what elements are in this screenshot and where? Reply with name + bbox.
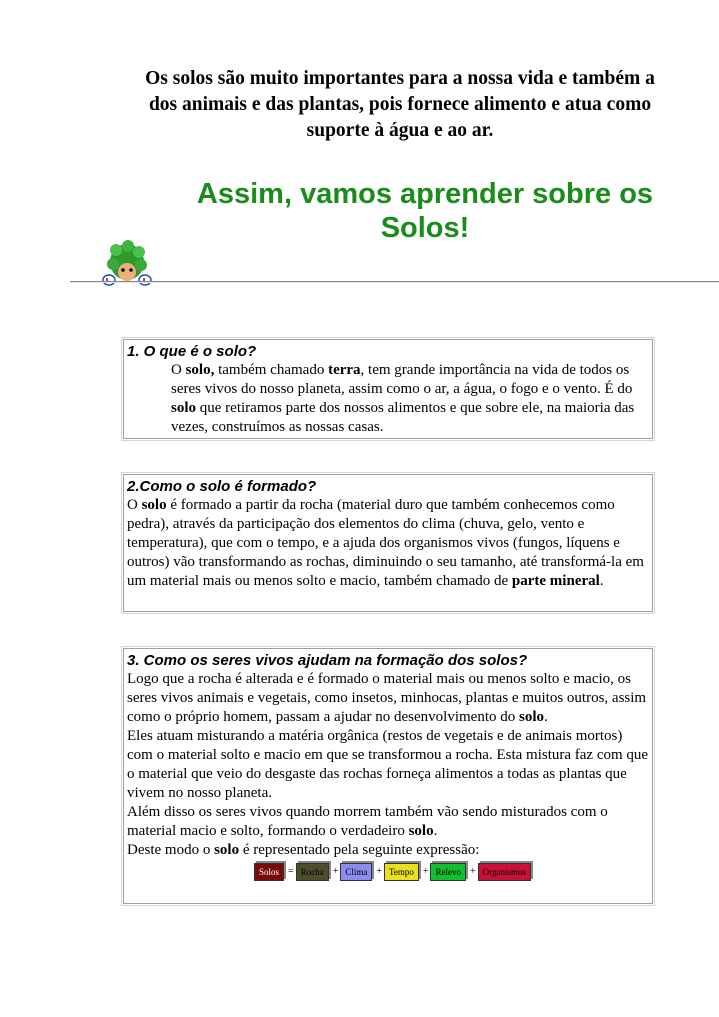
section-1-text: O solo, também chamado terra, tem grande importância na vida de todos os seres vivos do nosso planeta, assim como o ar, a água, o fogo e o vento. É do solo que retiramos parte dos nossos alimentos e que sobre ele, na maioria das vezes, construímos as nossas casas. <box>171 362 635 435</box>
section-2-title: 2.Como o solo é formado? <box>127 478 317 495</box>
section-1-title: 1. O que é o solo? <box>127 343 257 360</box>
section-3-paragraph-2: Eles atuam misturando a matéria orgânica (restos de vegetais e de animais mortos) com o material solto e macio em que se transformou a rocha. Esta mistura faz com que o material que veio do desgaste das rochas forneça alimentos a todas as plantas que vivem no nosso planeta. <box>127 728 649 801</box>
formula-plus: + <box>332 865 339 877</box>
formula-plus: + <box>376 865 382 877</box>
formula-organismos: Organismos <box>478 863 531 881</box>
section-what-is-soil <box>123 339 653 439</box>
formula-tempo: Tempo <box>384 863 419 881</box>
formula-rocha: Rocha <box>296 863 329 881</box>
formula-plus: + <box>469 865 476 877</box>
headline: Assim, vamos aprender sobre os Solos! <box>196 178 654 244</box>
section-how-soil-forms <box>123 474 653 612</box>
formula-relevo: Relevo <box>430 863 466 881</box>
section-living-beings <box>123 648 653 904</box>
section-3-paragraph-4: Deste modo o solo é representado pela seguinte expressão: <box>127 842 480 858</box>
formula-equals: = <box>288 865 294 877</box>
formula-plus: + <box>422 865 429 877</box>
section-3-paragraph-1: Logo que a rocha é alterada e é formado o material mais ou menos solto e macio, os seres vivos animais e vegetais, como insetos, minhocas, plantas e muitos outros, assim como o próprio homem, passam a ajudar no desenvolvimento do solo. <box>127 671 647 725</box>
section-3-title: 3. Como os seres vivos ajudam na formação dos solos? <box>127 652 528 669</box>
intro-paragraph: Os solos são muito importantes para a nossa vida e também a dos animais e das plantas, pois fornece alimento e atua como suporte à água e ao ar. <box>145 68 655 141</box>
horizontal-divider <box>70 281 719 283</box>
formula-solos: Solos <box>254 863 284 881</box>
section-2-text: O solo é formado a partir da rocha (material duro que também conhecemos como pedra), através da participação dos elementos do clima (chuva, gelo, vento e temperatura), que com o tempo, e a ajuda dos organismos vivos (fungos, líquens e outros) vão transformando as rochas, diminuindo o seu tamanho, até transformá-la em um material mais ou menos solto e macio, também chamado de parte mineral. <box>127 497 644 589</box>
formula-clima: Clima <box>340 863 372 881</box>
soil-formula <box>127 861 650 881</box>
section-3-paragraph-3: Além disso os seres vivos quando morrem também vão sendo misturados com o material macio e solto, formando o verdadeiro solo. <box>127 804 608 839</box>
